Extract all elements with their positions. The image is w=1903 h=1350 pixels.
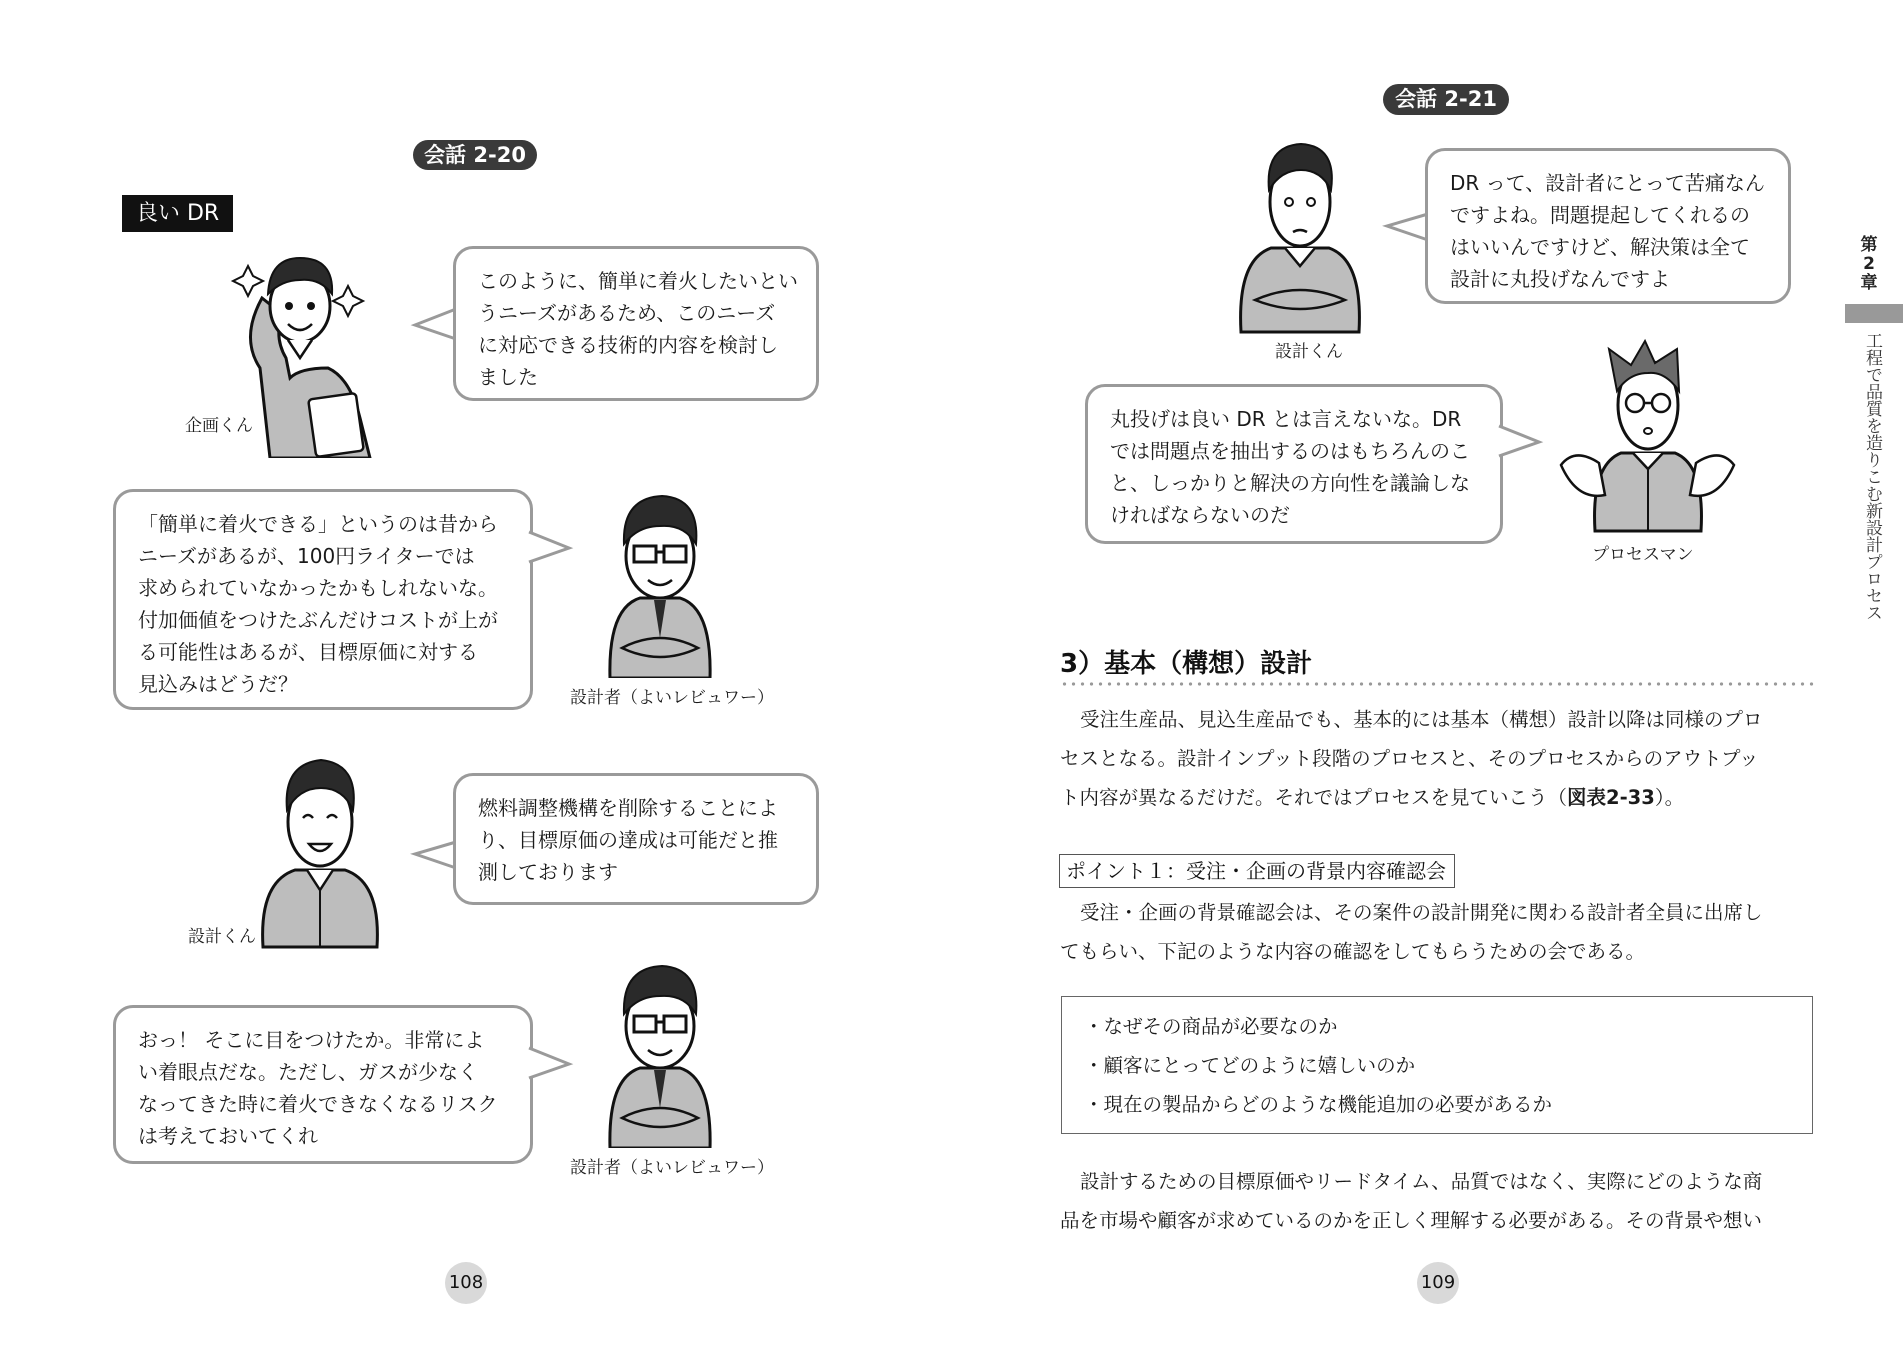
bubble-line: と、しっかりと解決の方向性を議論しな — [1110, 471, 1470, 495]
bubble-line: はいいんですけど、解決策は全て — [1450, 235, 1750, 259]
bubble-line: は考えておいてくれ — [138, 1124, 318, 1148]
speech-bubble-tail — [528, 1044, 572, 1084]
reviewer-character-illustration — [600, 488, 720, 678]
reviewer-label: 設計者（よいレビュワー） — [570, 688, 774, 708]
chapter-tab-marker — [1845, 304, 1903, 323]
figure-reference-link[interactable]: 図表2-33 — [1567, 786, 1655, 809]
speech-bubble-reviewer-1 — [113, 489, 533, 710]
processman-character-illustration — [1555, 335, 1740, 535]
speech-bubble-reviewer-2 — [113, 1005, 533, 1164]
paragraph-text: ）。 — [1654, 786, 1685, 809]
section-heading: 3）基本（構想）設計 — [1060, 649, 1313, 679]
bubble-line: に対応できる技術的内容を検討し — [478, 333, 778, 357]
conversation-label-2-20: 会話 2-20 — [413, 140, 537, 170]
bubble-line: る可能性はあるが、目標原価に対する — [138, 640, 478, 664]
page-number-109: 109 — [1417, 1262, 1459, 1304]
designer-label-right: 設計くん — [1275, 342, 1343, 362]
paragraph-line: 設計するための目標原価やリードタイム、品質ではなく、実際にどのような商 — [1080, 1170, 1763, 1193]
bubble-line: このように、簡単に着火したいとい — [478, 269, 798, 293]
bubble-line: ました — [478, 365, 538, 389]
reviewer-character-illustration — [600, 958, 720, 1148]
designer-character-illustration — [255, 752, 385, 952]
speech-bubble-planner — [453, 246, 819, 401]
bubble-line: 設計に丸投げなんですよ — [1450, 267, 1670, 291]
speech-bubble-tail — [413, 305, 457, 345]
point-label-box: ポイント１：受注・企画の背景内容確認会 — [1059, 854, 1455, 888]
conversation-label-2-21: 会話 2-21 — [1383, 84, 1509, 115]
paragraph-text: ト内容が異なるだけだ。それではプロセスを見ていこう（ — [1060, 786, 1568, 809]
bubble-line: 燃料調整機構を削除することによ — [478, 796, 778, 820]
dotted-divider — [1060, 682, 1815, 686]
speech-bubble-tail — [1385, 210, 1429, 250]
chapter-char: 章 — [1860, 273, 1878, 293]
paragraph-line: てもらい、下記のような内容の確認をしてもらうための会である。 — [1060, 940, 1646, 963]
paragraph-line: セスとなる。設計インプット段階のプロセスと、そのプロセスからのアウトプッ — [1060, 747, 1759, 770]
speech-bubble-tail — [1498, 422, 1542, 462]
chapter-index — [1857, 236, 1881, 293]
bubble-line: 求められていなかったかもしれないな。 — [138, 576, 498, 600]
paragraph-line — [1060, 782, 1684, 810]
speech-bubble-processman — [1085, 384, 1503, 544]
bubble-line: 「簡単に着火できる」というのは昔から — [138, 512, 498, 536]
bubble-line: 測しております — [478, 860, 618, 884]
bubble-line: 付加価値をつけたぶんだけコストが上が — [138, 608, 498, 632]
bubble-line: ければならないのだ — [1110, 503, 1290, 527]
list-item: ・現在の製品からどのような機能追加の必要があるか — [1084, 1093, 1553, 1116]
bubble-line: では問題点を抽出するのはもちろんのこ — [1110, 439, 1470, 463]
chapter-number: 2 — [1863, 254, 1875, 274]
planner-label: 企画くん — [185, 416, 253, 436]
bubble-line: うニーズがあるため、このニーズ — [478, 301, 776, 325]
chapter-title-vertical: 工程で品質を造りこむ新設計プロセス — [1862, 332, 1882, 621]
speech-bubble-tail — [413, 838, 457, 878]
designer-character-illustration — [1235, 140, 1365, 335]
speech-bubble-tail — [528, 528, 572, 568]
bubble-line: DR って、設計者にとって苦痛なん — [1450, 171, 1765, 195]
chapter-char: 第 — [1860, 235, 1878, 255]
speech-bubble-designer-complaint — [1425, 148, 1791, 304]
page-number-108: 108 — [445, 1262, 487, 1304]
good-dr-tag: 良い DR — [122, 195, 233, 232]
bubble-line: り、目標原価の達成は可能だと推 — [478, 828, 778, 852]
paragraph-line: 受注生産品、見込生産品でも、基本的には基本（構想）設計以降は同様のプロ — [1080, 708, 1763, 731]
bubble-line: い着眼点だな。ただし、ガスが少なく — [138, 1060, 478, 1084]
bubble-line: なってきた時に着火できなくなるリスク — [138, 1092, 498, 1116]
list-item: ・なぜその商品が必要なのか — [1084, 1015, 1338, 1038]
bubble-line: ニーズがあるが、100円ライターでは — [138, 544, 475, 568]
designer-label-left: 設計くん — [188, 927, 256, 947]
reviewer-label: 設計者（よいレビュワー） — [570, 1158, 774, 1178]
list-item: ・顧客にとってどのように嬉しいのか — [1084, 1054, 1416, 1077]
bubble-line: 見込みはどうだ？ — [138, 672, 298, 696]
bullet-list-box — [1061, 996, 1813, 1134]
bubble-line: ですよね。問題提起してくれるの — [1450, 203, 1750, 227]
paragraph-line: 品を市場や顧客が求めているのかを正しく理解する必要がある。その背景や想い — [1060, 1209, 1763, 1232]
paragraph-line: 受注・企画の背景確認会は、その案件の設計開発に関わる設計者全員に出席し — [1080, 901, 1763, 924]
processman-label: プロセスマン — [1592, 545, 1694, 565]
speech-bubble-designer — [453, 773, 819, 905]
bubble-line: おっ！ そこに目をつけたか。非常によ — [138, 1028, 485, 1052]
bubble-line: 丸投げは良い DR とは言えないな。DR — [1110, 407, 1462, 431]
